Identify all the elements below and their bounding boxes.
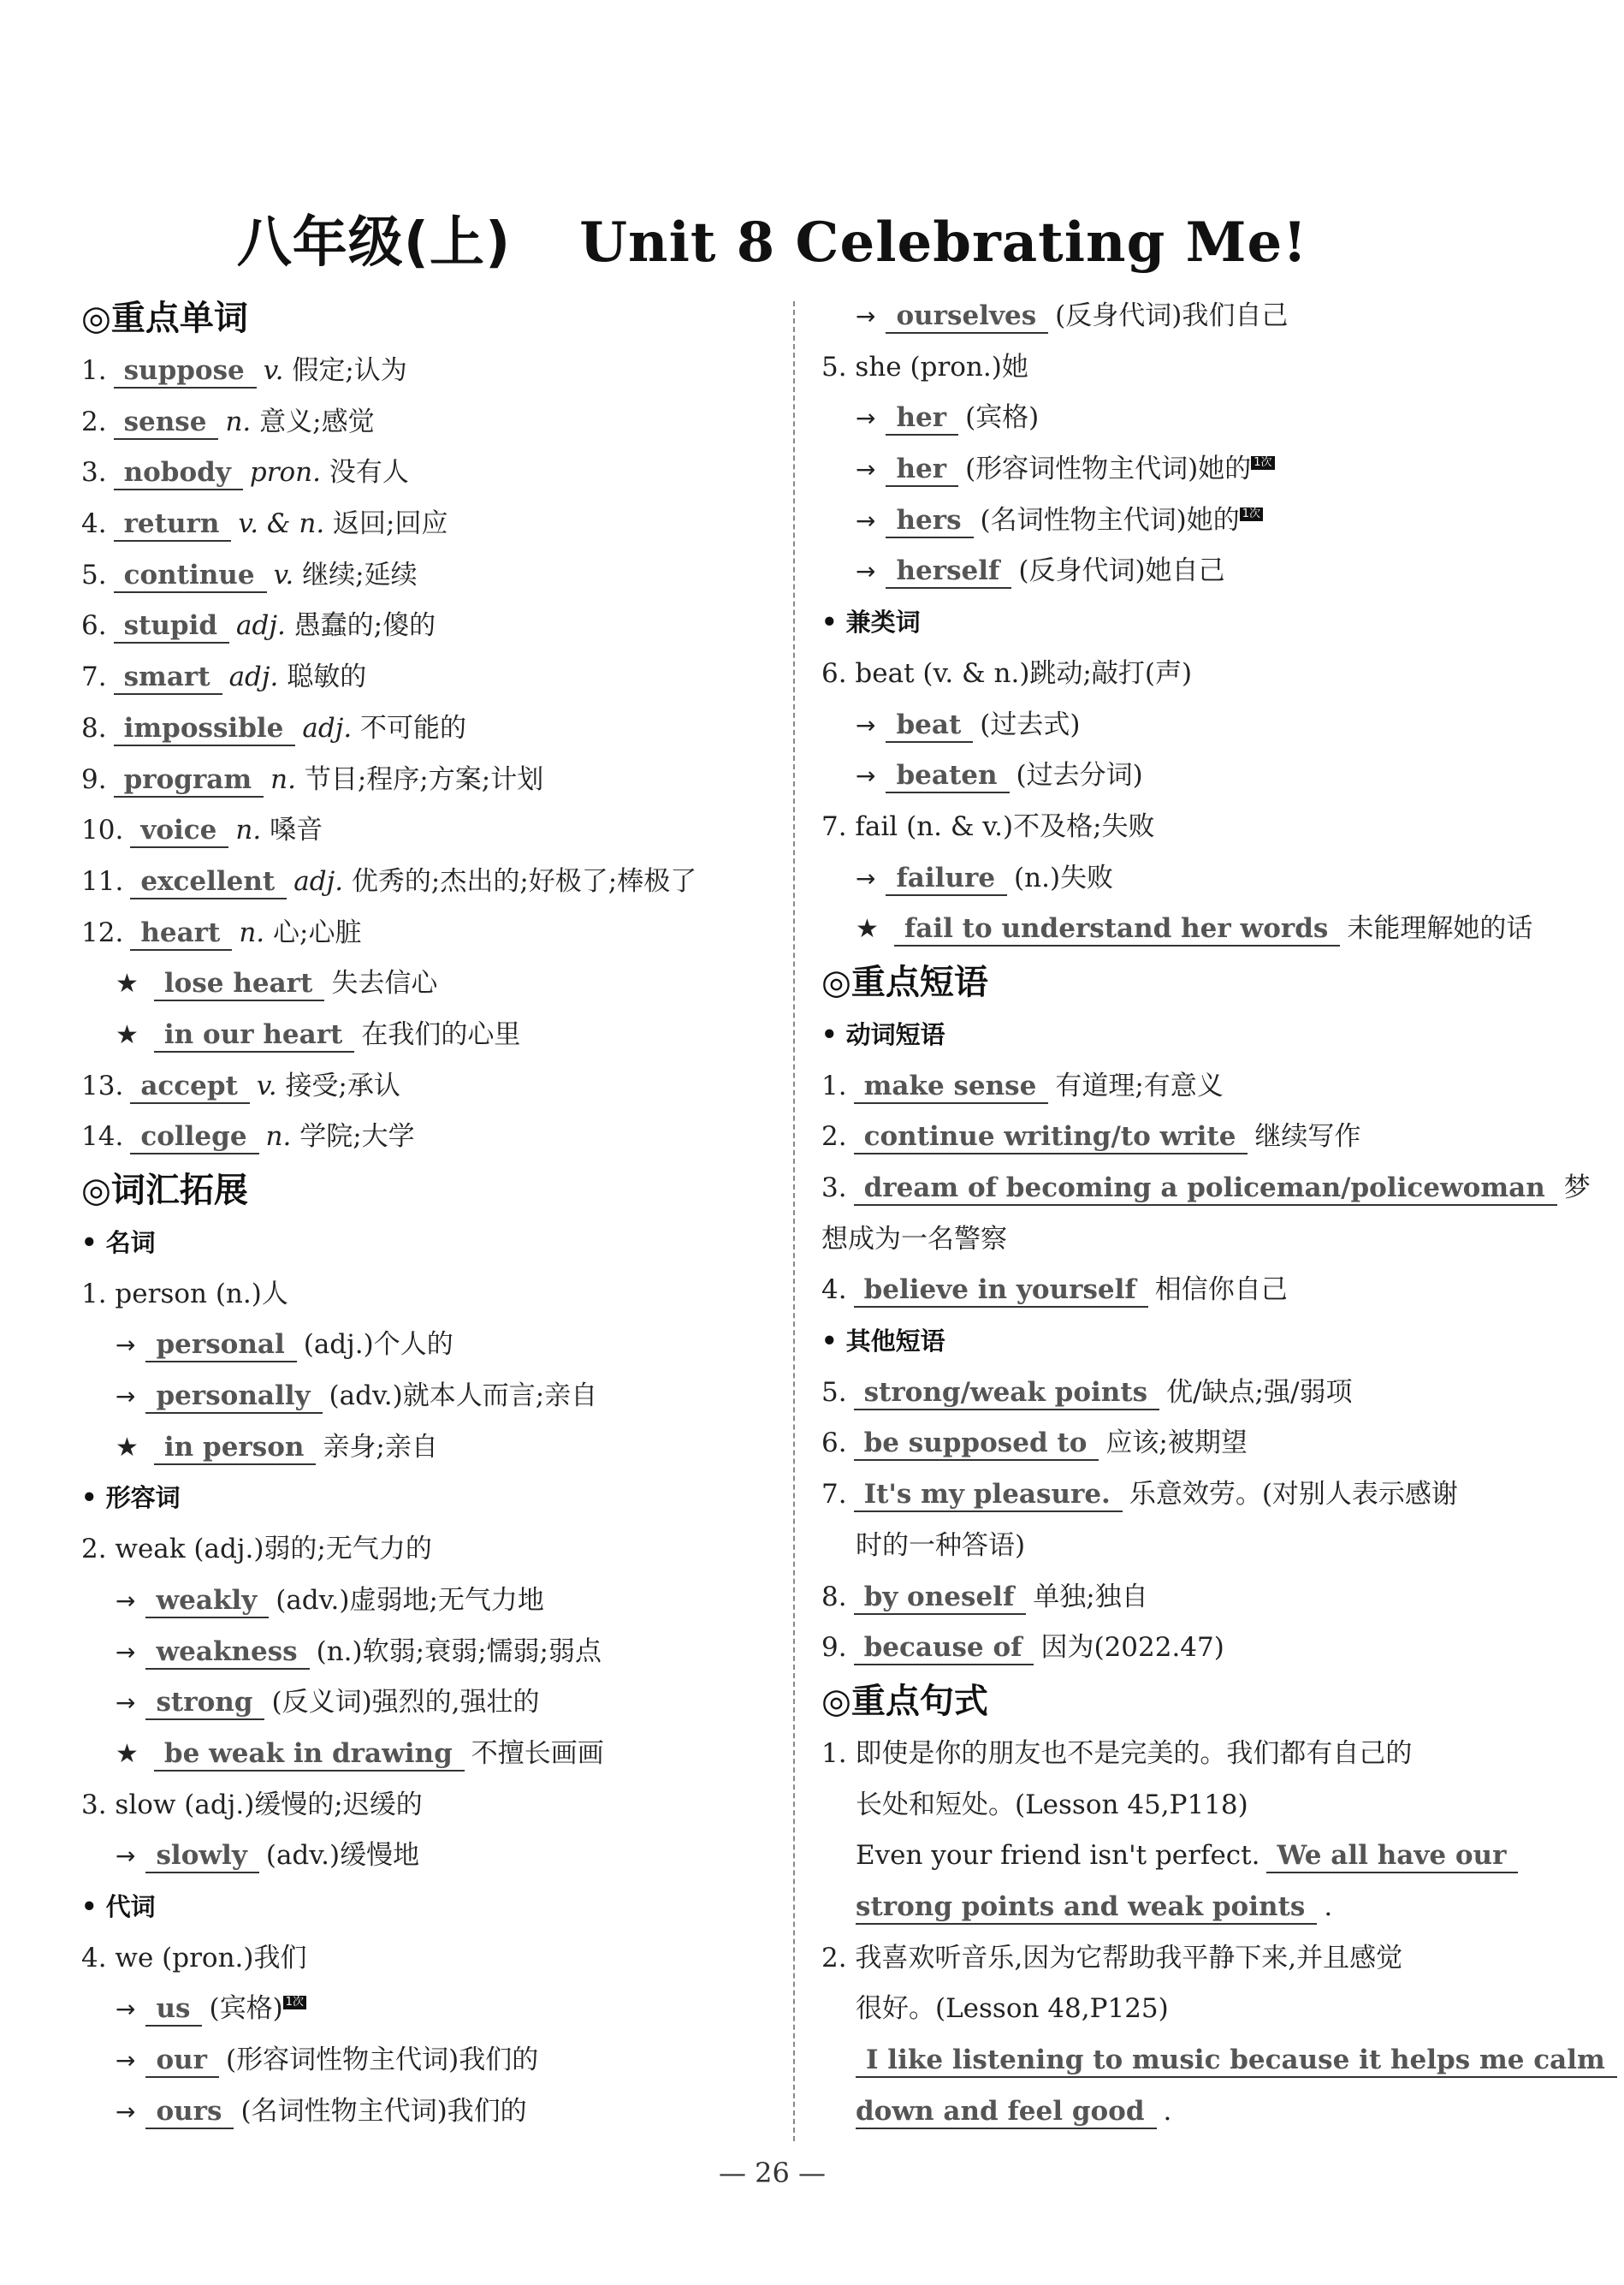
part-of-speech: v. & n.	[238, 508, 325, 540]
derived-row	[81, 1320, 783, 1371]
item-number: 7.	[81, 662, 107, 693]
arrow-icon: →	[856, 404, 876, 433]
answer: weakly	[145, 1584, 269, 1618]
meaning: 愚蠢的;傻的	[293, 610, 436, 642]
answer: lose heart	[154, 967, 324, 1001]
meaning: (宾格)	[209, 1993, 283, 2025]
meaning: 继续写作	[1254, 1121, 1361, 1153]
heart-phrases	[81, 959, 783, 1060]
arrow-icon: →	[116, 1637, 136, 1666]
answer: continue writing/to write	[854, 1120, 1248, 1154]
item-number: 10.	[81, 815, 124, 846]
meaning: 有道理;有意义	[1055, 1070, 1224, 1101]
sub-adjective: • 形容词	[81, 1483, 181, 1513]
word-row	[81, 397, 783, 448]
answer: dream of becoming a policeman/policewoman	[854, 1172, 1557, 1206]
derived-row	[81, 1677, 783, 1729]
answer: sense	[114, 406, 219, 440]
meaning: (形容词性物主代词)她的	[965, 454, 1252, 485]
answer: down and feel good	[856, 2095, 1157, 2129]
phrase-row	[821, 1368, 1519, 1419]
meaning: (n.)软弱;衰弱;懦弱;弱点	[316, 1635, 602, 1667]
sub-other-phrases: • 其他短语	[821, 1326, 945, 1356]
item-number: 4.	[821, 1274, 847, 1306]
derived-row	[821, 700, 1519, 751]
meaning: (过去式)	[980, 709, 1081, 740]
section-key-phrases: ◎重点短语	[821, 962, 988, 1002]
arrow-icon: →	[116, 1382, 136, 1411]
meaning: (反义词)强烈的,强壮的	[271, 1687, 540, 1718]
arrow-icon: →	[116, 1331, 136, 1360]
derived-row	[81, 1576, 783, 1627]
answer: by oneself	[854, 1581, 1027, 1615]
part-of-speech: n.	[239, 917, 265, 948]
meaning: 接受;承认	[285, 1070, 400, 1101]
derived-row	[821, 751, 1519, 802]
word-list	[81, 346, 783, 959]
arrow-icon: →	[856, 864, 876, 893]
answer: herself	[886, 555, 1011, 589]
derived-row	[821, 444, 1519, 496]
word-row	[81, 601, 783, 652]
item-number: 5.	[81, 559, 107, 591]
meaning: 嗓音	[270, 815, 323, 846]
arrow-icon: →	[856, 762, 876, 791]
word-row	[81, 857, 783, 908]
meaning: 亲身;亲自	[323, 1431, 438, 1463]
star-icon: ★	[116, 969, 139, 1000]
part-of-speech: v.	[273, 559, 294, 591]
answer: impossible	[114, 712, 296, 746]
sub-verb-phrases: • 动词短语	[821, 1019, 945, 1049]
arrow-icon: →	[116, 1842, 136, 1871]
answer: failure	[886, 862, 1007, 896]
item-number: 9.	[821, 1632, 847, 1664]
meaning: 心;心脏	[273, 917, 362, 948]
star-row	[821, 904, 1533, 955]
meaning: (adv.)虚弱地;无气力地	[276, 1584, 544, 1616]
meaning: 优/缺点;强/弱项	[1166, 1376, 1353, 1408]
answer: strong points and weak points	[856, 1890, 1317, 1925]
item-number: 3.	[821, 1172, 847, 1203]
star-row	[81, 1729, 783, 1780]
derived-row	[81, 1627, 783, 1678]
meaning: 优秀的;杰出的;好极了;棒极了	[351, 865, 697, 897]
item-number: 1.	[81, 355, 107, 386]
answer: her	[886, 453, 958, 487]
answer: voice	[130, 814, 228, 848]
meaning: 返回;回应	[333, 508, 448, 540]
sentence-cn: 2. 我喜欢听音乐,因为它帮助我平静下来,并且感觉	[821, 1942, 1403, 1973]
part-of-speech: n.	[235, 815, 262, 846]
meaning: 学院;大学	[299, 1121, 415, 1153]
derived-row	[821, 393, 1519, 444]
item-number: 8.	[81, 712, 107, 744]
item-number: 11.	[81, 865, 124, 897]
answer: continue	[114, 559, 267, 593]
meaning: 因为(2022.47)	[1040, 1632, 1224, 1664]
entry-head: 7. fail (n. & v.)不及格;失败	[821, 810, 1155, 842]
answer: personal	[145, 1328, 296, 1362]
meaning: 不可能的	[360, 712, 467, 744]
answer: ours	[145, 2095, 234, 2129]
sentence-en	[821, 2035, 1605, 2086]
word-list-2	[81, 1061, 783, 1163]
item-number: 12.	[81, 917, 124, 948]
word-row	[81, 703, 783, 755]
word-row	[81, 1061, 783, 1113]
derived-row	[821, 291, 1519, 342]
answer: us	[145, 1992, 202, 2027]
entry-head: 5. she (pron.)她	[821, 351, 1028, 383]
phrase-list-1	[821, 1061, 1519, 1163]
part-of-speech: pron.	[249, 457, 321, 489]
meaning: 不擅长画画	[471, 1737, 604, 1769]
section-key-words: ◎重点单词	[81, 299, 248, 338]
item-number: 4.	[81, 508, 107, 540]
meaning: (形容词性物主代词)我们的	[226, 2045, 539, 2075]
part-of-speech: v.	[263, 355, 284, 386]
word-row	[81, 652, 783, 703]
item-number: 13.	[81, 1070, 124, 1101]
sub-multi-class: • 兼类词	[821, 608, 921, 638]
sentence-en-cont: down and feel good .	[821, 2086, 1519, 2138]
answer: program	[114, 763, 264, 798]
entry-head: 6. beat (v. & n.)跳动;敲打(声)	[821, 657, 1193, 689]
word-row	[81, 550, 783, 602]
arrow-icon: →	[856, 506, 876, 535]
word-row	[81, 346, 783, 397]
phrase-row	[821, 1418, 1519, 1469]
phrase-row	[821, 1112, 1519, 1163]
phrase-row	[821, 1163, 1591, 1214]
star-row	[81, 1422, 783, 1474]
item-number: 2.	[821, 1121, 847, 1153]
star-icon: ★	[856, 914, 879, 945]
grade-label: 八年级(上)	[236, 211, 512, 275]
part-of-speech: adj.	[293, 865, 344, 897]
answer: beaten	[886, 759, 1009, 793]
phrase-list-3	[821, 1572, 1519, 1674]
word-row	[81, 805, 783, 857]
answer: in person	[154, 1431, 317, 1465]
answer: weakness	[145, 1635, 309, 1670]
arrow-icon: →	[116, 1586, 136, 1615]
derived-row	[821, 546, 1519, 597]
page-title	[0, 199, 1544, 277]
arrow-icon: →	[856, 302, 876, 330]
frequency-tag: 1次	[283, 1996, 306, 2009]
sentence-prefix: Even your friend isn't perfect.	[856, 1840, 1260, 1872]
star-row	[81, 1010, 783, 1061]
phrase-row	[821, 1572, 1519, 1623]
answer: We all have our	[1266, 1839, 1518, 1873]
star-row	[81, 959, 783, 1010]
meaning: 没有人	[329, 457, 409, 489]
item-number: 14.	[81, 1121, 124, 1153]
answer: hers	[886, 504, 973, 538]
word-row	[81, 499, 783, 550]
part-of-speech: adj.	[302, 712, 353, 744]
answer: heart	[130, 917, 232, 951]
meaning: (n.)失败	[1014, 862, 1114, 893]
part-of-speech: adj.	[236, 610, 286, 642]
meaning: (过去分词)	[1016, 760, 1143, 792]
answer: believe in yourself	[854, 1273, 1148, 1308]
answer: in our heart	[154, 1018, 354, 1053]
phrase-row	[821, 1061, 1519, 1113]
sentence-en	[821, 1831, 1519, 1882]
arrow-icon: →	[116, 2097, 136, 2126]
arrow-icon: →	[116, 1995, 136, 2024]
meaning: 节目;程序;方案;计划	[304, 763, 544, 795]
derived-row	[81, 1831, 783, 1882]
item-number: 7.	[821, 1479, 847, 1510]
phrase-continuation: 时的一种答语)	[856, 1529, 1026, 1561]
meaning: 乐意效劳。(对别人表示感谢	[1129, 1479, 1458, 1510]
item-number: 6.	[821, 1427, 847, 1459]
meaning: 梦	[1563, 1172, 1591, 1203]
answer: her	[886, 401, 958, 436]
answer: It's my pleasure.	[854, 1478, 1123, 1512]
item-number: 2.	[81, 406, 107, 437]
meaning: (宾格)	[965, 402, 1040, 434]
star-icon: ★	[116, 1432, 139, 1463]
meaning: 假定;认为	[292, 355, 407, 386]
derived-row	[821, 496, 1519, 547]
meaning: 失去信心	[331, 968, 438, 1000]
answer: slowly	[145, 1839, 258, 1873]
meaning: (反身代词)我们自己	[1055, 300, 1289, 331]
part-of-speech: n.	[270, 763, 296, 795]
sentence-cn: 1. 即使是你的朋友也不是完美的。我们都有自己的	[821, 1737, 1413, 1769]
part-of-speech: n.	[265, 1121, 292, 1153]
frequency-tag: 1次	[1251, 456, 1274, 470]
item-number: 1.	[821, 1070, 847, 1101]
word-row	[81, 448, 783, 499]
answer: college	[130, 1120, 258, 1154]
meaning: 继续;延续	[302, 559, 418, 591]
meaning: (反身代词)她自己	[1018, 555, 1225, 587]
entry-head: 2. weak (adj.)弱的;无气力的	[81, 1534, 432, 1565]
answer: be weak in drawing	[154, 1737, 465, 1772]
answer: I like listening to music because it helps me calm	[856, 2044, 1617, 2078]
section-key-sentences: ◎重点句式	[821, 1681, 988, 1721]
part-of-speech: v.	[256, 1070, 277, 1101]
section-vocab-expansion: ◎词汇拓展	[81, 1171, 248, 1210]
arrow-icon: →	[856, 557, 876, 586]
meaning: 在我们的心里	[361, 1018, 521, 1050]
meaning: (adv.)就本人而言;亲自	[329, 1380, 598, 1412]
entry-head: 4. we (pron.)我们	[81, 1942, 307, 1973]
arrow-icon: →	[856, 455, 876, 484]
answer: smart	[114, 661, 222, 695]
answer: suppose	[114, 354, 257, 389]
meaning: (adv.)缓慢地	[265, 1840, 420, 1872]
frequency-tag: 1次	[1240, 507, 1263, 521]
derived-row	[821, 853, 1519, 905]
part-of-speech: n.	[225, 406, 252, 437]
star-icon: ★	[116, 1019, 139, 1050]
item-number: 3.	[81, 457, 107, 489]
answer: return	[114, 507, 232, 542]
meaning: 未能理解她的话	[1347, 913, 1533, 945]
sub-noun: • 名词	[81, 1228, 156, 1257]
meaning: 相信你自己	[1154, 1274, 1288, 1306]
meaning: (名词性物主代词)她的	[980, 504, 1240, 536]
star-icon: ★	[116, 1738, 139, 1769]
sentence-cn-cont: 长处和短处。(Lesson 45,P118)	[856, 1789, 1248, 1820]
answer: beat	[886, 709, 973, 743]
answer: nobody	[114, 456, 243, 490]
meaning: 应该;被期望	[1105, 1427, 1248, 1459]
item-number: 9.	[81, 763, 107, 795]
meaning: (adj.)个人的	[303, 1329, 453, 1361]
meaning: 单独;独自	[1033, 1581, 1148, 1612]
item-number: 8.	[821, 1581, 847, 1612]
answer: our	[145, 2044, 219, 2078]
right-column	[821, 291, 1605, 2137]
phrase-row	[821, 1469, 1519, 1521]
phrase-continuation: 想成为一名警察	[821, 1223, 1007, 1255]
part-of-speech: adj.	[228, 662, 279, 693]
column-divider	[793, 301, 795, 2141]
arrow-icon: →	[116, 2046, 136, 2074]
item-number: 6.	[81, 610, 107, 642]
item-number: 5.	[821, 1376, 847, 1408]
page-number: — 26 —	[718, 2157, 827, 2189]
arrow-icon: →	[856, 710, 876, 739]
unit-title: Unit 8 Celebrating Me!	[579, 211, 1308, 275]
sentence-en-cont: strong points and weak points .	[821, 1882, 1519, 1933]
phrase-row	[821, 1623, 1519, 1674]
answer: stupid	[114, 609, 229, 644]
meaning: 意义;感觉	[259, 406, 375, 437]
derived-row	[81, 2035, 783, 2086]
answer: accept	[130, 1070, 250, 1104]
answer: excellent	[130, 865, 287, 899]
arrow-icon: →	[116, 1689, 136, 1718]
derived-row	[81, 2086, 783, 2138]
entry-head: 1. person (n.)人	[81, 1278, 288, 1309]
answer: be supposed to	[854, 1427, 1099, 1461]
word-row	[81, 908, 783, 959]
answer: make sense	[854, 1070, 1049, 1104]
answer: strong/weak points	[854, 1376, 1160, 1410]
sub-pronoun: • 代词	[81, 1891, 156, 1921]
derived-row	[81, 1371, 783, 1422]
answer: personally	[145, 1380, 322, 1414]
derived-row	[81, 1984, 783, 2035]
phrase-row	[821, 1265, 1519, 1316]
left-column	[81, 291, 783, 2137]
answer: fail to understand her words	[894, 912, 1340, 947]
answer: strong	[145, 1686, 264, 1720]
answer: ourselves	[886, 300, 1048, 334]
word-row	[81, 755, 783, 806]
word-row	[81, 1112, 783, 1163]
entry-head: 3. slow (adj.)缓慢的;迟缓的	[81, 1789, 423, 1820]
answer: because of	[854, 1631, 1034, 1665]
phrase-list-2	[821, 1368, 1519, 1469]
meaning: (名词性物主代词)我们的	[240, 2095, 527, 2127]
sentence-cn-cont: 很好。(Lesson 48,P125)	[856, 1993, 1169, 2025]
meaning: 聪敏的	[287, 662, 367, 693]
